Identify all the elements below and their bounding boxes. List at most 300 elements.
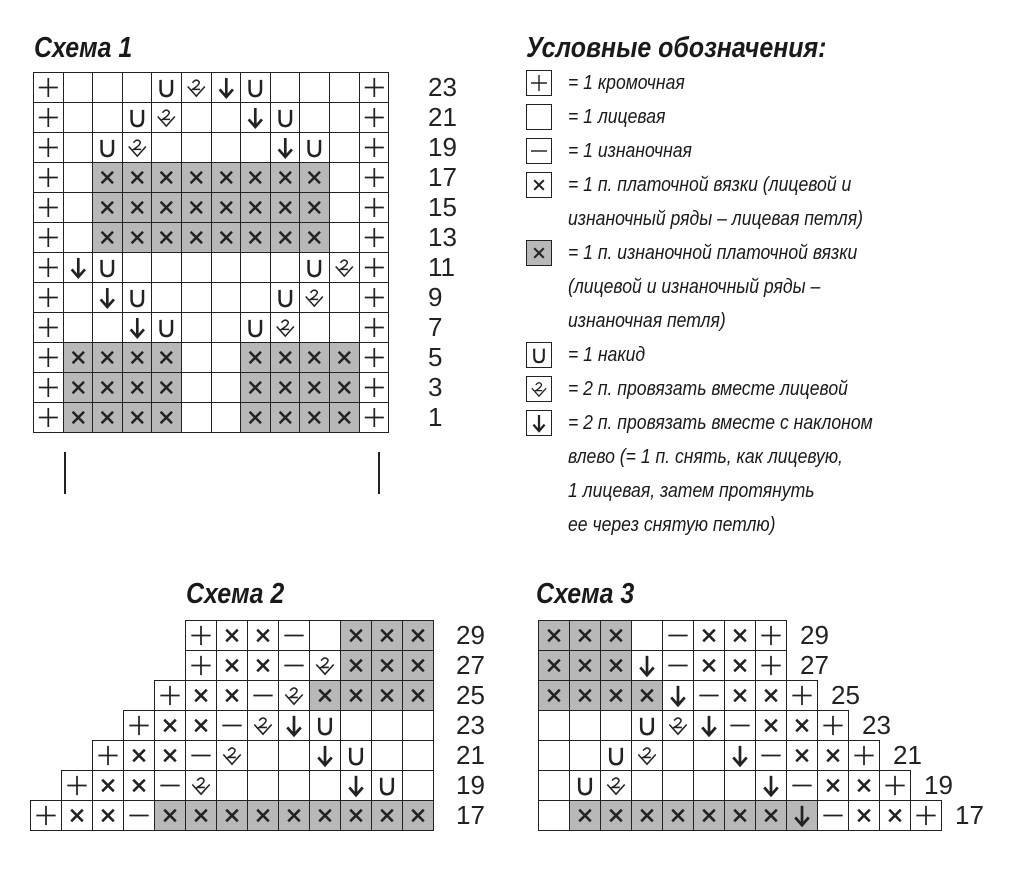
scheme2-yarn-over-cell [309,710,341,741]
scheme1-knit-cell [63,132,94,163]
scheme3-garter-shaded-cell [600,620,632,651]
scheme1-knit-cell [299,72,330,103]
scheme2-knit-cell [371,740,403,771]
scheme1-k2tog-cell [181,72,212,103]
scheme1-title: Схема 1 [34,32,133,64]
scheme1-yarn-over-cell [122,102,153,133]
scheme1-edge-cell [359,342,390,373]
scheme1-garter-shaded-cell [92,222,123,253]
scheme3-garter-cell [724,620,756,651]
scheme2-garter-shaded-cell [402,680,434,711]
scheme1-edge-cell [359,372,390,403]
scheme3-garter-shaded-cell [662,800,694,831]
legend-text-line: = 1 накид [568,344,646,366]
scheme2-garter-cell [247,650,279,681]
scheme2-k2tog-cell [185,770,217,801]
scheme1-decrease-left-cell [211,72,242,103]
scheme1-knit-cell [181,282,212,313]
scheme2-k2tog-cell [278,680,310,711]
scheme3-decrease-left-cell [693,710,725,741]
scheme1-garter-shaded-cell [151,372,182,403]
legend-k2tog-icon [526,376,552,402]
scheme1-knit-cell [329,312,360,343]
scheme1-garter-shaded-cell [92,372,123,403]
scheme2-yarn-over-cell [340,740,372,771]
legend-text-line: ее через снятую петлю) [568,514,776,536]
scheme3-edge-cell [755,650,787,681]
scheme1-knit-cell [181,372,212,403]
legend-title: Условные обозначения: [526,32,827,64]
scheme1-knit-cell [270,72,301,103]
scheme2-k2tog-cell [247,710,279,741]
scheme2-knit-cell [278,740,310,771]
legend-edge-icon [526,70,552,96]
scheme1-knit-cell [240,282,271,313]
scheme3-garter-shaded-cell [724,800,756,831]
legend-text-line: = 1 лицевая [568,106,666,128]
scheme1-knit-cell [151,132,182,163]
scheme3-garter-cell [786,710,818,741]
scheme1-garter-shaded-cell [240,162,271,193]
scheme1-yarn-over-cell [92,132,123,163]
legend-text-line: = 1 п. изнаночной платочной вязки [568,242,858,264]
scheme3-row-number: 21 [893,740,922,770]
scheme3-knit-cell [693,770,725,801]
scheme1-knit-cell [181,102,212,133]
scheme3-purl-cell [662,620,694,651]
scheme1-row-number: 9 [428,282,443,312]
scheme1-edge-cell [359,252,390,283]
scheme1-row-number: 17 [428,162,457,192]
scheme3-edge-cell [786,680,818,711]
scheme3-purl-cell [724,710,756,741]
scheme2-garter-cell [216,650,248,681]
scheme3-knit-cell [569,740,601,771]
legend-text-line: = 1 п. платочной вязки (лицевой и [568,174,852,196]
scheme1-edge-cell [359,72,390,103]
scheme2-knit-cell [309,620,341,651]
scheme1-knit-cell [92,312,123,343]
scheme1-row-number: 11 [428,252,455,282]
scheme1-knit-cell [329,72,360,103]
legend-knit-icon [526,104,552,130]
scheme1-garter-shaded-cell [151,192,182,223]
scheme3-knit-cell [538,740,570,771]
scheme3-garter-shaded-cell [600,650,632,681]
scheme3-decrease-left-cell [724,740,756,771]
scheme2-garter-shaded-cell [247,800,279,831]
scheme1-knit-cell [63,102,94,133]
scheme1-garter-shaded-cell [151,342,182,373]
scheme1-garter-shaded-cell [299,162,330,193]
scheme3-garter-cell [879,800,911,831]
scheme1-yarn-over-cell [240,312,271,343]
scheme2-garter-cell [92,770,124,801]
scheme1-garter-shaded-cell [92,162,123,193]
scheme1-garter-shaded-cell [299,402,330,433]
scheme2-edge-cell [61,770,93,801]
scheme3-edge-cell [755,620,787,651]
scheme3-garter-shaded-cell [569,800,601,831]
scheme1-garter-shaded-cell [270,342,301,373]
scheme1-knit-cell [211,132,242,163]
scheme1-garter-shaded-cell [270,372,301,403]
scheme3-garter-cell [848,800,880,831]
scheme1-edge-cell [33,252,64,283]
scheme1-garter-shaded-cell [240,192,271,223]
legend-text-line: = 2 п. провязать вместе с наклоном [568,412,873,434]
scheme1-yarn-over-cell [151,312,182,343]
scheme2-garter-shaded-cell [402,620,434,651]
scheme3-garter-shaded-cell [569,650,601,681]
scheme1-knit-cell [329,132,360,163]
scheme2-garter-shaded-cell [309,800,341,831]
scheme1-garter-shaded-cell [211,222,242,253]
scheme2-garter-shaded-cell [154,800,186,831]
scheme2-edge-cell [154,680,186,711]
scheme3-decrease-left-shaded-cell [786,800,818,831]
scheme2-purl-cell [123,800,155,831]
scheme1-decrease-left-cell [240,102,271,133]
scheme2-garter-cell [154,710,186,741]
scheme2-row-number: 21 [456,740,485,770]
scheme2-knit-cell [402,710,434,741]
scheme2-garter-cell [247,620,279,651]
scheme3-k2tog-cell [631,740,663,771]
scheme1-k2tog-cell [299,282,330,313]
scheme3-yarn-over-cell [569,770,601,801]
scheme1-yarn-over-cell [92,252,123,283]
scheme2-yarn-over-cell [371,770,403,801]
scheme2-knit-cell [247,770,279,801]
scheme3-k2tog-cell [600,770,632,801]
scheme3-garter-cell [755,680,787,711]
legend-yarn-over-icon [526,342,552,368]
legend-text-line: изнаночная петля) [568,310,726,332]
scheme3-garter-shaded-cell [538,650,570,681]
scheme1-knit-cell [299,312,330,343]
scheme1-row-number: 15 [428,192,457,222]
scheme1-garter-shaded-cell [270,402,301,433]
scheme1-garter-shaded-cell [151,402,182,433]
legend-text-line: изнаночный ряды – лицевая петля) [568,208,863,230]
scheme2-row-number: 25 [456,680,485,710]
scheme1-edge-cell [33,72,64,103]
legend-text-line: = 1 изнаночная [568,140,692,162]
scheme1-edge-cell [359,222,390,253]
scheme1-garter-shaded-cell [240,372,271,403]
scheme1-garter-shaded-cell [240,342,271,373]
scheme2-garter-shaded-cell [278,800,310,831]
scheme3-garter-shaded-cell [538,620,570,651]
scheme1-knit-cell [181,252,212,283]
scheme1-edge-cell [359,162,390,193]
scheme3-knit-cell [569,710,601,741]
scheme1-knit-cell [211,342,242,373]
start-arrow-left [64,452,66,494]
scheme2-title: Схема 2 [186,578,285,610]
scheme3-purl-cell [755,740,787,771]
scheme1-knit-cell [181,342,212,373]
scheme1-knit-cell [211,102,242,133]
scheme1-garter-shaded-cell [92,192,123,223]
scheme3-garter-shaded-cell [538,680,570,711]
scheme3-edge-cell [848,740,880,771]
scheme3-garter-cell [817,770,849,801]
scheme2-garter-shaded-cell [371,800,403,831]
scheme1-knit-cell [63,222,94,253]
scheme1-knit-cell [211,402,242,433]
scheme3-garter-cell [724,650,756,681]
scheme2-garter-shaded-cell [340,680,372,711]
scheme3-garter-cell [848,770,880,801]
scheme2-knit-cell [309,770,341,801]
scheme2-garter-shaded-cell [216,800,248,831]
scheme3-knit-cell [538,800,570,831]
scheme3-knit-cell [662,770,694,801]
scheme1-k2tog-cell [329,252,360,283]
scheme2-purl-cell [185,740,217,771]
scheme1-knit-cell [211,312,242,343]
scheme2-garter-shaded-cell [185,800,217,831]
scheme2-purl-cell [247,680,279,711]
scheme1-garter-shaded-cell [270,162,301,193]
scheme3-garter-cell [817,740,849,771]
scheme3-yarn-over-cell [600,740,632,771]
scheme2-edge-cell [185,620,217,651]
scheme1-edge-cell [359,402,390,433]
scheme2-decrease-left-cell [340,770,372,801]
scheme2-row-number: 27 [456,650,485,680]
scheme3-garter-cell [693,620,725,651]
scheme1-edge-cell [33,222,64,253]
scheme1-knit-cell [329,102,360,133]
scheme1-edge-cell [33,312,64,343]
scheme2-knit-cell [278,770,310,801]
scheme2-knit-cell [371,710,403,741]
scheme1-knit-cell [211,372,242,403]
scheme1-edge-cell [33,402,64,433]
scheme2-row-number: 19 [456,770,485,800]
scheme1-knit-cell [270,252,301,283]
legend-purl-icon [526,138,552,164]
scheme2-garter-cell [123,770,155,801]
scheme3-garter-cell [755,710,787,741]
scheme3-row-number: 25 [831,680,860,710]
scheme1-garter-shaded-cell [122,342,153,373]
scheme1-garter-shaded-cell [122,402,153,433]
legend-garter-icon [526,240,552,266]
legend-text-line: = 2 п. провязать вместе лицевой [568,378,848,400]
scheme1-garter-shaded-cell [329,402,360,433]
legend-text-line: (лицевой и изнаночный ряды – [568,276,821,298]
scheme1-knit-cell [181,312,212,343]
scheme1-garter-shaded-cell [122,222,153,253]
scheme3-purl-cell [817,800,849,831]
scheme1-decrease-left-cell [122,312,153,343]
scheme1-garter-shaded-cell [122,162,153,193]
scheme2-purl-cell [278,650,310,681]
scheme3-knit-cell [724,770,756,801]
scheme3-knit-cell [631,770,663,801]
scheme2-knit-cell [402,770,434,801]
scheme1-row-number: 21 [428,102,457,132]
scheme1-row-number: 1 [428,402,443,432]
scheme1-edge-cell [359,192,390,223]
scheme1-garter-shaded-cell [211,192,242,223]
scheme1-row-number: 3 [428,372,443,402]
scheme2-edge-cell [185,650,217,681]
scheme2-garter-cell [154,740,186,771]
legend-decrease-left-icon [526,410,552,436]
scheme3-decrease-left-cell [631,650,663,681]
scheme2-edge-cell [30,800,62,831]
scheme2-edge-cell [123,710,155,741]
scheme1-yarn-over-cell [270,282,301,313]
scheme2-garter-shaded-cell [340,800,372,831]
scheme1-knit-cell [211,252,242,283]
start-arrow-right [378,452,380,494]
scheme1-garter-shaded-cell [329,372,360,403]
scheme1-garter-shaded-cell [151,162,182,193]
scheme3-knit-cell [631,620,663,651]
scheme2-row-number: 23 [456,710,485,740]
scheme3-garter-shaded-cell [693,800,725,831]
scheme2-garter-shaded-cell [371,620,403,651]
scheme2-purl-cell [278,620,310,651]
scheme1-knit-cell [151,282,182,313]
scheme3-garter-cell [724,680,756,711]
scheme3-edge-cell [879,770,911,801]
scheme1-garter-shaded-cell [181,222,212,253]
scheme1-knit-cell [63,72,94,103]
scheme3-row-number: 29 [800,620,829,650]
scheme1-yarn-over-cell [270,102,301,133]
scheme3-row-number: 17 [955,800,984,830]
scheme1-decrease-left-cell [63,252,94,283]
scheme1-k2tog-cell [151,102,182,133]
scheme1-garter-shaded-cell [211,162,242,193]
scheme3-garter-shaded-cell [600,680,632,711]
scheme1-garter-shaded-cell [329,342,360,373]
scheme2-edge-cell [92,740,124,771]
scheme2-knit-cell [216,770,248,801]
scheme3-garter-shaded-cell [569,620,601,651]
scheme1-edge-cell [33,162,64,193]
scheme3-k2tog-cell [662,710,694,741]
scheme1-edge-cell [33,342,64,373]
legend-text-line: = 1 кромочная [568,72,685,94]
scheme2-purl-cell [216,710,248,741]
scheme2-garter-cell [185,710,217,741]
scheme3-title: Схема 3 [536,578,635,610]
scheme1-yarn-over-cell [299,132,330,163]
scheme1-garter-shaded-cell [270,222,301,253]
scheme1-garter-shaded-cell [92,402,123,433]
scheme1-garter-shaded-cell [299,372,330,403]
scheme3-garter-shaded-cell [755,800,787,831]
scheme1-knit-cell [63,312,94,343]
scheme1-row-number: 5 [428,342,443,372]
scheme1-edge-cell [359,282,390,313]
scheme1-edge-cell [33,282,64,313]
scheme2-garter-shaded-cell [371,650,403,681]
scheme1-knit-cell [329,162,360,193]
scheme1-garter-shaded-cell [240,402,271,433]
scheme3-purl-cell [693,680,725,711]
scheme3-knit-cell [693,740,725,771]
legend-garter-icon [526,172,552,198]
scheme1-garter-shaded-cell [92,342,123,373]
scheme2-garter-cell [61,800,93,831]
scheme1-garter-shaded-cell [181,192,212,223]
scheme2-k2tog-cell [309,650,341,681]
scheme1-knit-cell [329,282,360,313]
scheme1-yarn-over-cell [122,282,153,313]
scheme1-row-number: 23 [428,72,457,102]
scheme1-edge-cell [33,192,64,223]
scheme1-garter-shaded-cell [270,192,301,223]
scheme1-garter-shaded-cell [63,342,94,373]
legend-text-line: 1 лицевая, затем протянуть [568,480,815,502]
scheme3-row-number: 23 [862,710,891,740]
scheme3-purl-cell [662,650,694,681]
scheme1-knit-cell [63,282,94,313]
scheme1-row-number: 7 [428,312,443,342]
scheme1-garter-shaded-cell [63,402,94,433]
scheme1-garter-shaded-cell [299,192,330,223]
scheme1-decrease-left-cell [270,132,301,163]
scheme1-knit-cell [329,222,360,253]
scheme3-edge-cell [910,800,942,831]
scheme1-edge-cell [359,312,390,343]
scheme1-garter-shaded-cell [240,222,271,253]
scheme1-knit-cell [92,72,123,103]
scheme1-k2tog-cell [122,132,153,163]
scheme3-garter-shaded-cell [631,800,663,831]
scheme3-garter-shaded-cell [631,680,663,711]
scheme1-edge-cell [33,132,64,163]
scheme1-garter-shaded-cell [63,372,94,403]
scheme1-edge-cell [33,102,64,133]
scheme3-garter-cell [786,740,818,771]
scheme1-garter-shaded-cell [181,162,212,193]
scheme1-k2tog-cell [270,312,301,343]
scheme1-knit-cell [151,252,182,283]
scheme2-knit-cell [340,710,372,741]
scheme3-knit-cell [538,770,570,801]
scheme2-garter-cell [185,680,217,711]
scheme1-yarn-over-cell [151,72,182,103]
scheme1-decrease-left-cell [92,282,123,313]
scheme1-knit-cell [63,192,94,223]
scheme2-row-number: 29 [456,620,485,650]
scheme1-garter-shaded-cell [299,222,330,253]
scheme3-row-number: 27 [800,650,829,680]
scheme1-knit-cell [240,252,271,283]
scheme1-knit-cell [329,192,360,223]
scheme1-knit-cell [63,162,94,193]
scheme2-knit-cell [402,740,434,771]
scheme1-yarn-over-cell [240,72,271,103]
scheme3-decrease-left-cell [662,680,694,711]
scheme1-garter-shaded-cell [151,222,182,253]
scheme2-garter-shaded-cell [309,680,341,711]
scheme1-knit-cell [211,282,242,313]
scheme2-purl-cell [154,770,186,801]
scheme1-garter-shaded-cell [122,372,153,403]
scheme1-yarn-over-cell [299,252,330,283]
